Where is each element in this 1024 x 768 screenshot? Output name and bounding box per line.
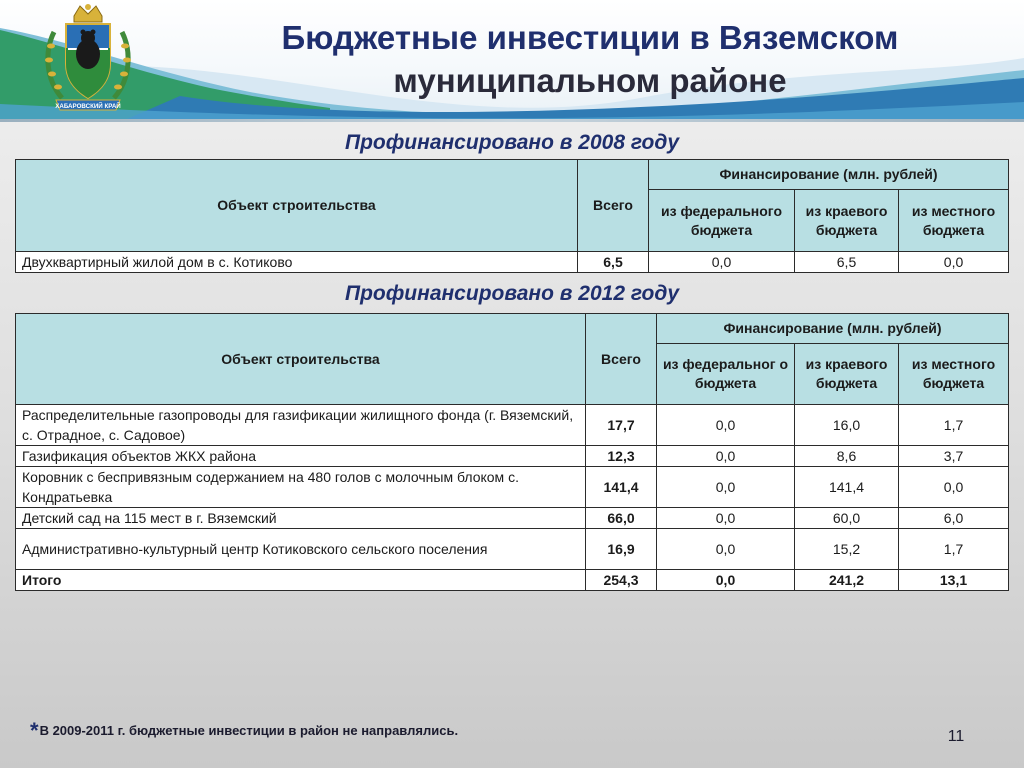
table-2008 xyxy=(15,159,1009,273)
total-cell: 66,0 xyxy=(586,508,657,529)
page-title xyxy=(200,16,980,102)
object-name-cell: Газификация объектов ЖКХ района xyxy=(16,446,586,467)
table-header-row xyxy=(16,314,1009,344)
footnote xyxy=(30,718,458,744)
regional-cell: 141,4 xyxy=(795,467,899,508)
federal-cell: 0,0 xyxy=(657,508,795,529)
column-header-object: Объект строительства xyxy=(16,314,586,405)
slide-header xyxy=(0,0,1024,122)
local-cell: 6,0 xyxy=(899,508,1009,529)
column-header-federal: из федерального бюджета xyxy=(649,190,795,252)
footnote-asterisk: * xyxy=(30,718,39,743)
column-header-total: Всего xyxy=(578,160,649,252)
section-heading-2008: Профинансировано в 2008 году xyxy=(344,131,680,154)
regional-cell: 6,5 xyxy=(795,252,899,273)
federal-cell: 0,0 xyxy=(657,405,795,446)
object-name-cell: Административно-культурный центр Котиковского сельского поселения xyxy=(16,529,586,570)
total-cell: 16,9 xyxy=(586,529,657,570)
federal-cell: 0,0 xyxy=(657,529,795,570)
column-header-federal: из федеральног о бюджета xyxy=(657,344,795,405)
federal-cell: 0,0 xyxy=(657,446,795,467)
federal-cell: 0,0 xyxy=(657,467,795,508)
total-label-cell: Итого xyxy=(16,570,586,591)
object-name-cell: Двухквартирный жилой дом в с. Котиково xyxy=(16,252,578,273)
page-title-line-2: муниципальном районе xyxy=(393,62,787,99)
total-cell: 141,4 xyxy=(586,467,657,508)
column-header-object: Объект строительства xyxy=(16,160,578,252)
table-2012 xyxy=(15,313,1009,591)
table-header-row xyxy=(16,160,1009,190)
table-row xyxy=(16,446,1009,467)
column-header-total: Всего xyxy=(586,314,657,405)
regional-cell: 241,2 xyxy=(795,570,899,591)
table-row xyxy=(16,467,1009,508)
column-header-local: из местного бюджета xyxy=(899,344,1009,405)
column-header-financing: Финансирование (млн. рублей) xyxy=(649,160,1009,190)
federal-cell: 0,0 xyxy=(657,570,795,591)
section-heading-2012: Профинансировано в 2012 году xyxy=(344,282,680,305)
page-title-line-1: Бюджетные инвестиции в Вяземском xyxy=(281,19,899,56)
total-cell: 254,3 xyxy=(586,570,657,591)
emblem-caption: ХАБАРОВСКИЙ КРАЙ xyxy=(55,103,121,110)
regional-cell: 8,6 xyxy=(795,446,899,467)
coat-of-arms-icon xyxy=(40,2,136,118)
column-header-regional: из краевого бюджета xyxy=(795,344,899,405)
table-row xyxy=(16,529,1009,570)
local-cell: 1,7 xyxy=(899,405,1009,446)
total-cell: 12,3 xyxy=(586,446,657,467)
regional-cell: 60,0 xyxy=(795,508,899,529)
table-row xyxy=(16,405,1009,446)
local-cell: 0,0 xyxy=(899,252,1009,273)
column-header-regional: из краевого бюджета xyxy=(795,190,899,252)
page-number: 11 xyxy=(947,728,965,745)
footnote-text: В 2009-2011 г. бюджетные инвестиции в район не направлялись. xyxy=(39,723,459,738)
object-name-cell: Коровник с беспривязным содержанием на 480 голов с молочным блоком с. Кондратьевка xyxy=(16,467,586,508)
federal-cell: 0,0 xyxy=(649,252,795,273)
total-cell: 17,7 xyxy=(586,405,657,446)
local-cell: 0,0 xyxy=(899,467,1009,508)
regional-cell: 15,2 xyxy=(795,529,899,570)
local-cell: 13,1 xyxy=(899,570,1009,591)
column-header-financing: Финансирование (млн. рублей) xyxy=(657,314,1009,344)
object-name-cell: Распределительные газопроводы для газификации жилищного фонда (г. Вяземский, с. Отрадное, с. Садовое) xyxy=(16,405,586,446)
header-divider xyxy=(0,119,1024,122)
table-row xyxy=(16,508,1009,529)
local-cell: 1,7 xyxy=(899,529,1009,570)
column-header-local: из местного бюджета xyxy=(899,190,1009,252)
object-name-cell: Детский сад на 115 мест в г. Вяземский xyxy=(16,508,586,529)
total-cell: 6,5 xyxy=(578,252,649,273)
local-cell: 3,7 xyxy=(899,446,1009,467)
regional-cell: 16,0 xyxy=(795,405,899,446)
table-row xyxy=(16,252,1009,273)
total-row xyxy=(16,570,1009,591)
